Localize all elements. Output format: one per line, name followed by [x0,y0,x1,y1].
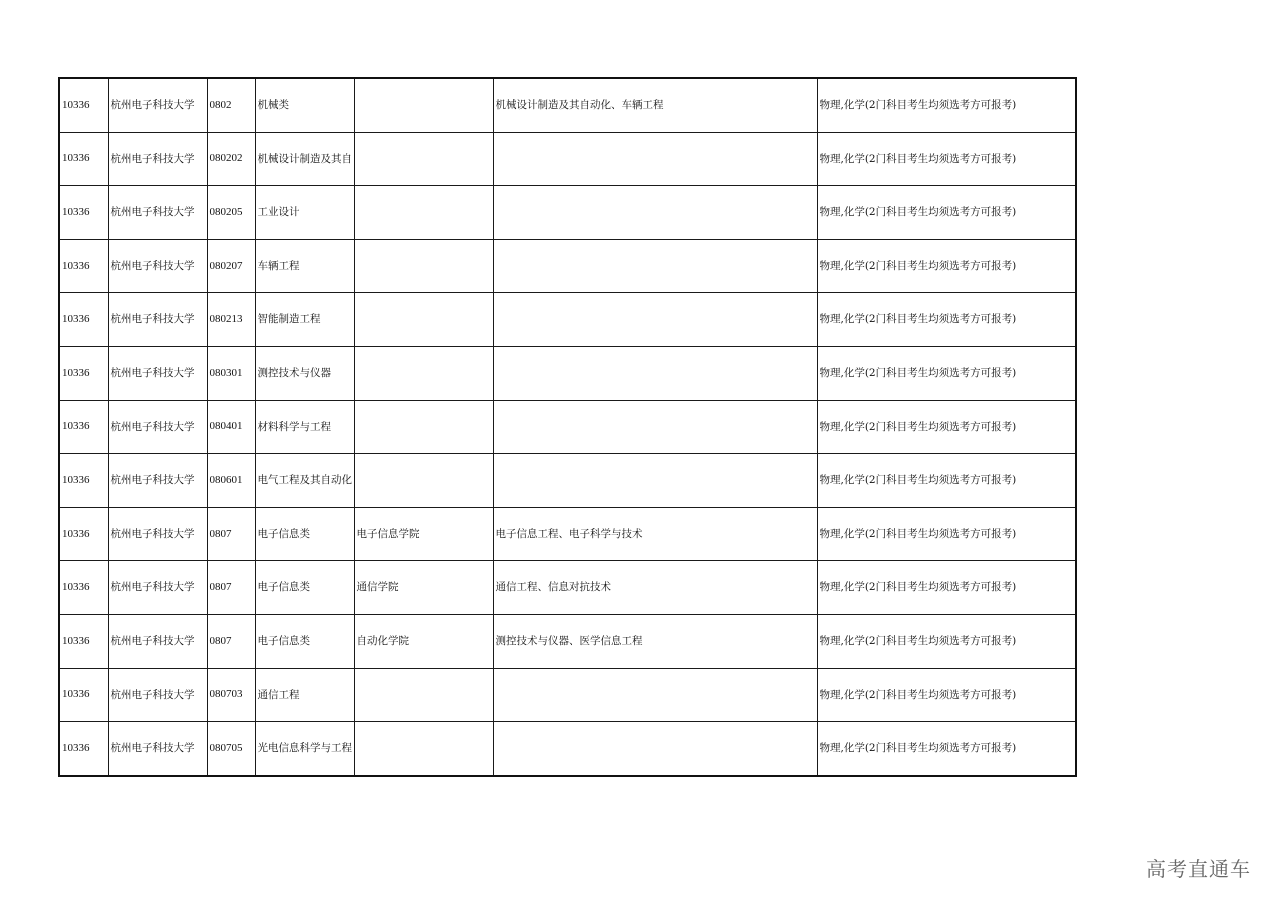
college-cell [354,186,493,240]
major-code-cell: 0802 [207,78,255,132]
college-cell: 通信学院 [354,561,493,615]
major-name-cell: 电子信息类 [255,561,354,615]
major-name-cell: 机械设计制造及其自 [255,132,354,186]
major-code-cell: 0807 [207,561,255,615]
college-cell [354,293,493,347]
subject-requirement-cell: 物理,化学(2门科目考生均须选考方可报考) [817,293,1076,347]
major-code-cell: 080301 [207,346,255,400]
college-cell [354,722,493,776]
subject-requirement-cell: 物理,化学(2门科目考生均须选考方可报考) [817,614,1076,668]
college-cell [354,454,493,508]
school-name-cell: 杭州电子科技大学 [108,400,207,454]
major-code-cell: 080213 [207,293,255,347]
subject-requirement-cell: 物理,化学(2门科目考生均须选考方可报考) [817,132,1076,186]
included-majors-cell [493,293,817,347]
subject-requirement-cell: 物理,化学(2门科目考生均须选考方可报考) [817,346,1076,400]
school-code-cell: 10336 [59,722,108,776]
school-code-cell: 10336 [59,239,108,293]
major-code-cell: 080601 [207,454,255,508]
major-code-cell: 080705 [207,722,255,776]
table-row [59,561,1076,615]
major-code-cell: 080205 [207,186,255,240]
major-code-cell: 080207 [207,239,255,293]
major-code-cell: 080703 [207,668,255,722]
table-row [59,293,1076,347]
included-majors-cell [493,454,817,508]
major-name-cell: 材料科学与工程 [255,400,354,454]
major-name-cell: 工业设计 [255,186,354,240]
major-code-cell: 080401 [207,400,255,454]
included-majors-cell: 测控技术与仪器、医学信息工程 [493,614,817,668]
school-name-cell: 杭州电子科技大学 [108,293,207,347]
subject-requirement-cell: 物理,化学(2门科目考生均须选考方可报考) [817,561,1076,615]
school-name-cell: 杭州电子科技大学 [108,132,207,186]
college-cell [354,132,493,186]
college-cell [354,400,493,454]
school-name-cell: 杭州电子科技大学 [108,346,207,400]
included-majors-cell [493,722,817,776]
table-row [59,346,1076,400]
school-name-cell: 杭州电子科技大学 [108,561,207,615]
subject-requirement-cell: 物理,化学(2门科目考生均须选考方可报考) [817,400,1076,454]
school-code-cell: 10336 [59,400,108,454]
table-body [59,78,1076,776]
school-code-cell: 10336 [59,293,108,347]
school-name-cell: 杭州电子科技大学 [108,507,207,561]
subject-requirement-cell: 物理,化学(2门科目考生均须选考方可报考) [817,722,1076,776]
major-name-cell: 车辆工程 [255,239,354,293]
major-name-cell: 光电信息科学与工程 [255,722,354,776]
table-row [59,507,1076,561]
school-name-cell: 杭州电子科技大学 [108,454,207,508]
watermark-text: 高考直通车 [1146,857,1251,881]
college-cell [354,346,493,400]
school-code-cell: 10336 [59,346,108,400]
major-name-cell: 电子信息类 [255,507,354,561]
subject-requirement-cell: 物理,化学(2门科目考生均须选考方可报考) [817,507,1076,561]
included-majors-cell: 机械设计制造及其自动化、车辆工程 [493,78,817,132]
included-majors-cell [493,132,817,186]
included-majors-cell [493,346,817,400]
included-majors-cell [493,400,817,454]
school-name-cell: 杭州电子科技大学 [108,186,207,240]
major-name-cell: 机械类 [255,78,354,132]
table-row [59,614,1076,668]
included-majors-cell [493,186,817,240]
table-row [59,78,1076,132]
school-code-cell: 10336 [59,561,108,615]
subject-requirement-cell: 物理,化学(2门科目考生均须选考方可报考) [817,668,1076,722]
major-code-cell: 080202 [207,132,255,186]
college-cell [354,78,493,132]
included-majors-cell [493,668,817,722]
school-name-cell: 杭州电子科技大学 [108,668,207,722]
school-code-cell: 10336 [59,454,108,508]
school-name-cell: 杭州电子科技大学 [108,614,207,668]
college-cell: 电子信息学院 [354,507,493,561]
school-code-cell: 10336 [59,78,108,132]
major-code-cell: 0807 [207,507,255,561]
school-name-cell: 杭州电子科技大学 [108,722,207,776]
school-code-cell: 10336 [59,507,108,561]
table-row [59,186,1076,240]
college-cell [354,668,493,722]
college-cell: 自动化学院 [354,614,493,668]
school-code-cell: 10336 [59,668,108,722]
school-name-cell: 杭州电子科技大学 [108,78,207,132]
major-name-cell: 电子信息类 [255,614,354,668]
subject-requirements-table [58,77,1077,777]
included-majors-cell: 通信工程、信息对抗技术 [493,561,817,615]
major-name-cell: 测控技术与仪器 [255,346,354,400]
table-row [59,454,1076,508]
subject-requirement-cell: 物理,化学(2门科目考生均须选考方可报考) [817,186,1076,240]
table-row [59,132,1076,186]
subject-requirement-cell: 物理,化学(2门科目考生均须选考方可报考) [817,78,1076,132]
table-row [59,722,1076,776]
school-code-cell: 10336 [59,614,108,668]
subject-requirement-cell: 物理,化学(2门科目考生均须选考方可报考) [817,454,1076,508]
table-row [59,668,1076,722]
major-name-cell: 智能制造工程 [255,293,354,347]
included-majors-cell [493,239,817,293]
included-majors-cell: 电子信息工程、电子科学与技术 [493,507,817,561]
school-name-cell: 杭州电子科技大学 [108,239,207,293]
major-name-cell: 电气工程及其自动化 [255,454,354,508]
school-code-cell: 10336 [59,186,108,240]
major-code-cell: 0807 [207,614,255,668]
college-cell [354,239,493,293]
table-row [59,239,1076,293]
school-code-cell: 10336 [59,132,108,186]
table-row [59,400,1076,454]
subject-requirement-cell: 物理,化学(2门科目考生均须选考方可报考) [817,239,1076,293]
major-name-cell: 通信工程 [255,668,354,722]
